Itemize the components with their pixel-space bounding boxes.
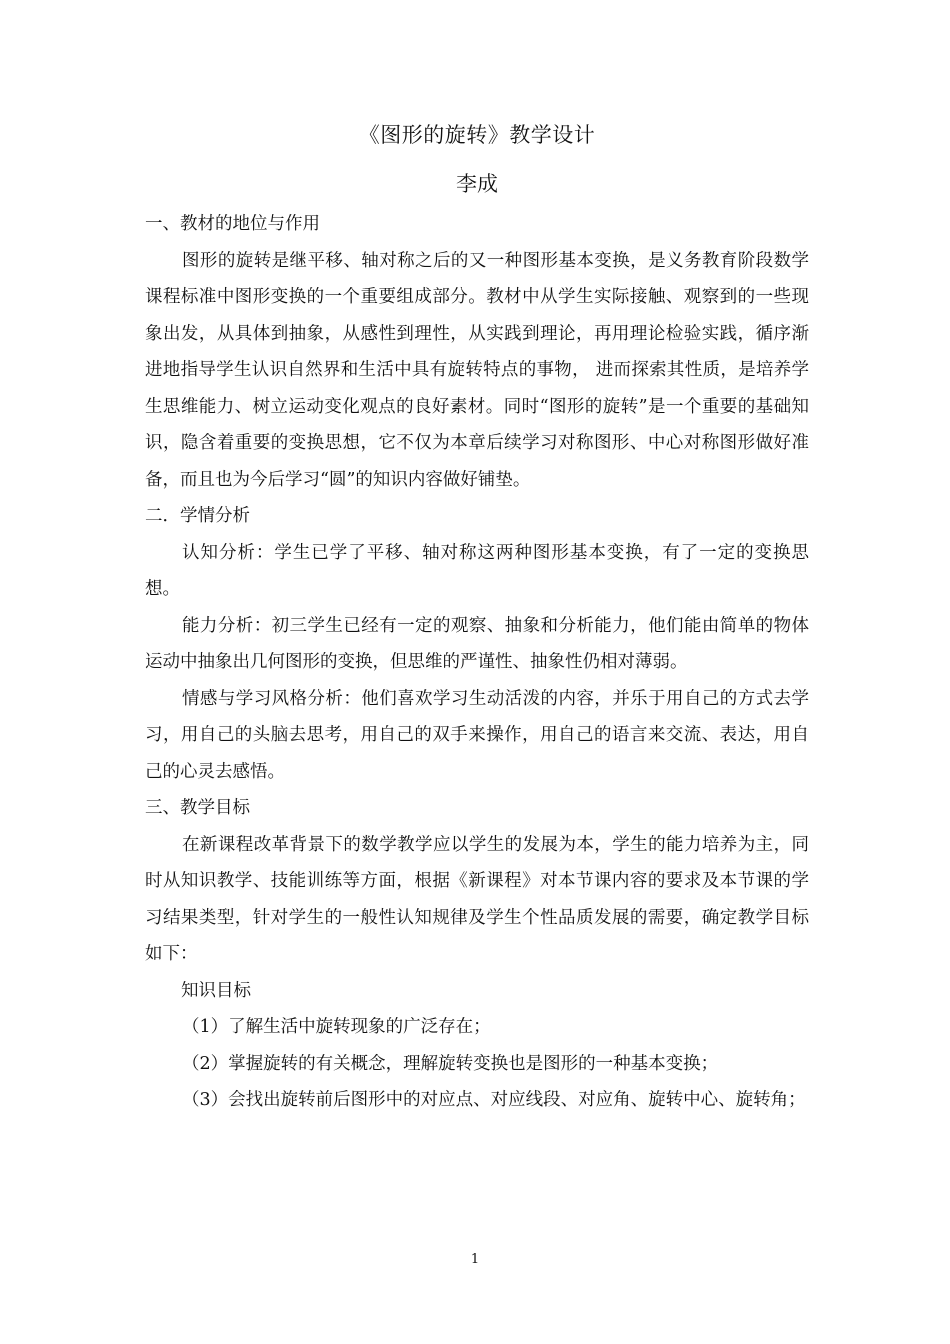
section-heading: 二．学情分析 (145, 506, 250, 526)
section-heading: 一、教材的地位与作用 (145, 214, 320, 234)
section-paragraph: 能力分析：初三学生已经有一定的观察、抽象和分析能力，他们能由简单的物体运动中抽象出几何图形的变换，但思维的严谨性、抽象性仍相对薄弱。 (145, 615, 809, 672)
section-paragraph: 情感与学习风格分析：他们喜欢学习生动活泼的内容，并乐于用自己的方式去学习，用自己的头脑去思考，用自己的双手来操作，用自己的语言来交流、表达，用自己的心灵去感悟。 (145, 688, 809, 782)
page-number: 1 (470, 1252, 480, 1267)
section-teaching-objectives (145, 790, 809, 1119)
document-title: 《图形的旋转》教学设计 (358, 123, 596, 147)
section-paragraph: 认知分析：学生已学了平移、轴对称这两种图形基本变换，有了一定的变换思想。 (145, 542, 809, 599)
objective-item: （2）掌握旋转的有关概念，理解旋转变换也是图形的一种基本变换； (182, 1053, 719, 1074)
section-paragraph: 图形的旋转是继平移、轴对称之后的又一种图形基本变换，是义务教育阶段数学课程标准中图形变换的一个重要组成部分。教材中从学生实际接触、观察到的一些现象出发，从具体到抽象，从感性到理性，从实践到理论，再用理论检验实践，循序渐进地指导学生认识自然界和生活中具有旋转特点的事物， 进而探索其性质，是培养学生思维能力、树立运动变化观点的良好素材。同时“图形的旋转”是一个重要的基础知识，隐含着重要的变换思想，它不仅为本章后续学习对称图形、中心对称图形做好准备，而且也为今后学习“圆”的知识内容做好铺垫。 (145, 250, 809, 490)
objective-item: （3）会找出旋转前后图形中的对应点、对应线段、对应角、旋转中心、旋转角； (182, 1090, 806, 1110)
section-paragraph: 在新课程改革背景下的数学教学应以学生的发展为本，学生的能力培养为主，同时从知识教学、技能训练等方面，根据《新课程》对本节课内容的要求及本节课的学习结果类型，针对学生的一般性认知规律及学生个性品质发展的需要，确定教学目标如下： (145, 834, 809, 964)
document-author: 李成 (456, 172, 498, 196)
section-student-analysis (145, 498, 809, 790)
subsection-heading: 知识目标 (181, 980, 251, 1001)
objective-item: （1）了解生活中旋转现象的广泛存在； (182, 1017, 491, 1037)
section-position-and-role (145, 206, 809, 498)
document-body (145, 118, 809, 1119)
section-heading: 三、教学目标 (145, 798, 250, 818)
